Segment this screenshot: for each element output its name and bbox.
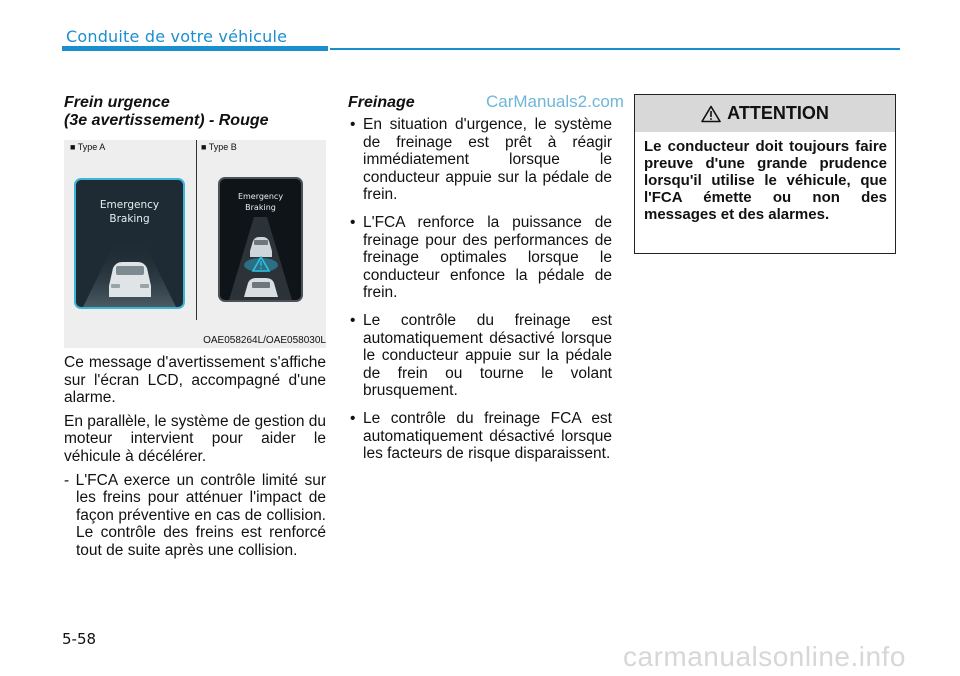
watermark-footer: carmanualsonline.info xyxy=(623,641,906,672)
figure-code: OAE058264L/OAE058030L xyxy=(203,335,326,346)
display-panel-type-a xyxy=(74,178,185,309)
warning-triangle-icon xyxy=(701,105,721,123)
header-accent-bar xyxy=(62,46,328,51)
chapter-title: Conduite de votre véhicule xyxy=(66,27,288,46)
cluster-display-figure xyxy=(64,140,326,348)
attention-box xyxy=(634,94,896,254)
type-b-label: ■ Type B xyxy=(201,142,237,152)
attention-text: Le conducteur doit toujours faire preuve d'une grande prudence lorsqu'il utilise le véhicule, que l'FCA émette ou non des messages et des alarmes. xyxy=(644,138,887,223)
type-a-label: ■ Type A xyxy=(70,142,106,152)
page-number: 5-58 xyxy=(62,630,97,648)
panel-a-line1: Emergency xyxy=(99,199,160,211)
column-right xyxy=(634,94,896,254)
figure-divider xyxy=(196,140,197,320)
watermark-link[interactable]: CarManuals2.com xyxy=(486,92,624,111)
list-item: • Le contrôle du freinage FCA est automatiquement désactivé lorsque les facteurs de risque disparaissent. xyxy=(348,410,612,463)
attention-header xyxy=(635,95,895,132)
panel-b-line1: Emergency xyxy=(237,192,284,201)
panel-a-line2: Braking xyxy=(109,213,150,225)
dash-item-fca-brakes: - L'FCA exerce un contrôle limité sur les freins pour atténuer l'impact de façon préventive en cas de collision. Le contrôle des freins est renforcé tout de suite après une collision. xyxy=(64,471,326,559)
list-item: • L'FCA renforce la puissance de freinage pour des performances de freinage optimales lorsque le conducteur enfonce la pédale de frein. xyxy=(348,214,612,302)
collision-warning-icon xyxy=(220,179,301,300)
paragraph-lcd-message: Ce message d'avertissement s'affiche sur l'écran LCD, accompagné d'une alarme. xyxy=(64,354,326,407)
section-title-braking: Freinage xyxy=(348,94,415,111)
column-left xyxy=(64,94,326,560)
braking-bullet-list xyxy=(348,116,612,463)
section-title-line1: Frein urgence xyxy=(64,94,170,111)
section-title-emergency-braking xyxy=(64,94,326,130)
header-divider-line xyxy=(330,48,900,50)
car-rear-icon xyxy=(76,180,183,307)
panel-b-line2: Braking xyxy=(245,203,276,212)
list-item: • Le contrôle du freinage est automatiquement désactivé lorsque le conducteur appuie sur la pédale de frein ou tourne le volant brusquement. xyxy=(348,312,612,400)
attention-title: ATTENTION xyxy=(727,103,829,123)
column-middle xyxy=(348,94,612,473)
list-item: • En situation d'urgence, le système de freinage est prêt à réagir immédiatement lorsque le conducteur appuie sur la pédale de frein. xyxy=(348,116,612,204)
section-title-line2: (3e avertissement) - Rouge xyxy=(64,112,269,129)
display-panel-type-b xyxy=(218,177,303,302)
paragraph-engine-management: En parallèle, le système de gestion du moteur intervient pour aider le véhicule à décélérer. xyxy=(64,412,326,465)
